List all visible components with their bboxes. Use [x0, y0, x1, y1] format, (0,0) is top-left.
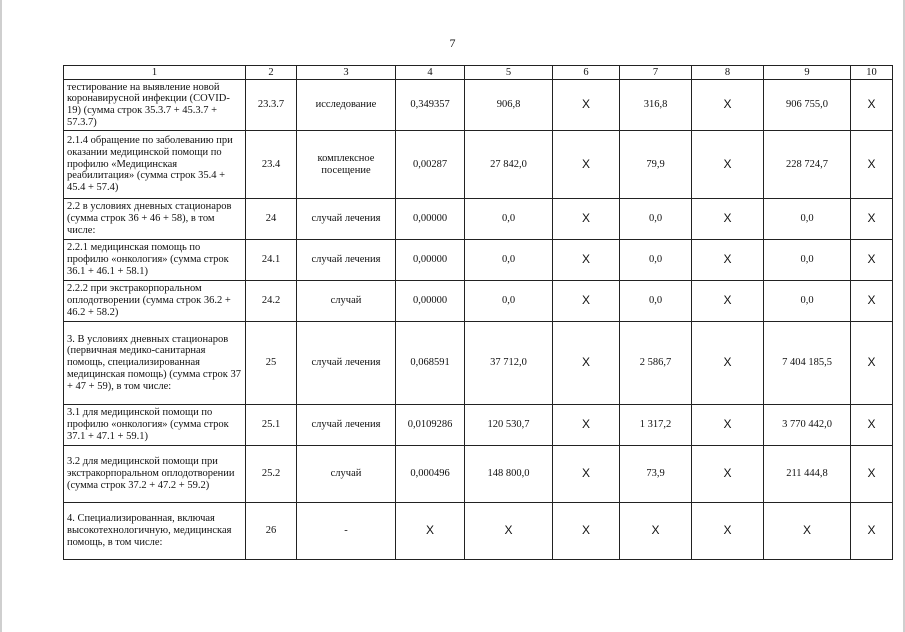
row-code-cell: 23.4	[246, 131, 297, 199]
value-cell: X	[851, 405, 893, 446]
value-cell: 0,00000	[396, 281, 465, 322]
value-cell: 228 724,7	[764, 131, 851, 199]
value-cell: X	[553, 240, 620, 281]
value-cell: 0,349357	[396, 80, 465, 131]
column-header: 1	[64, 66, 246, 80]
unit-cell: случай лечения	[297, 199, 396, 240]
value-cell: 148 800,0	[465, 446, 553, 503]
value-cell: 0,068591	[396, 322, 465, 405]
value-cell: X	[465, 503, 553, 560]
value-cell: X	[851, 446, 893, 503]
value-cell: 0,00000	[396, 240, 465, 281]
value-cell: 0,0	[465, 240, 553, 281]
row-name-cell: тестирование на выявление новой коронавирусной инфекции (COVID-19) (сумма строк 35.3.7 + 45.3.7 + 57.3.7)	[64, 80, 246, 131]
row-name-cell: 3. В условиях дневных стационаров (первичная медико-санитарная помощь, специализированная медицинская помощь) (сумма строк 37 + 47 + 59), в том числе:	[64, 322, 246, 405]
value-cell: 0,00287	[396, 131, 465, 199]
value-cell: 0,0	[465, 281, 553, 322]
value-cell: 906 755,0	[764, 80, 851, 131]
value-cell: X	[396, 503, 465, 560]
unit-cell: случай лечения	[297, 405, 396, 446]
table-row	[64, 281, 893, 322]
value-cell: 2 586,7	[620, 322, 692, 405]
unit-cell: исследование	[297, 80, 396, 131]
value-cell: X	[692, 240, 764, 281]
value-cell: X	[692, 199, 764, 240]
table-row	[64, 322, 893, 405]
page-number: 7	[449, 36, 456, 50]
value-cell: X	[851, 503, 893, 560]
row-name-cell: 4. Специализированная, включая высокотехнологичную, медицинская помощь, в том числе:	[64, 503, 246, 560]
value-cell: X	[692, 503, 764, 560]
unit-cell: случай	[297, 281, 396, 322]
value-cell: 0,00000	[396, 199, 465, 240]
row-name-cell: 3.1 для медицинской помощи по профилю «онкология» (сумма строк 37.1 + 47.1 + 59.1)	[64, 405, 246, 446]
table-row	[64, 446, 893, 503]
page-edge-left	[0, 0, 2, 632]
table-row	[64, 80, 893, 131]
value-cell: X	[851, 131, 893, 199]
column-header: 5	[465, 66, 553, 80]
value-cell: X	[851, 322, 893, 405]
value-cell: X	[692, 405, 764, 446]
table-row	[64, 199, 893, 240]
value-cell: X	[692, 446, 764, 503]
row-code-cell: 23.3.7	[246, 80, 297, 131]
column-header: 6	[553, 66, 620, 80]
value-cell: X	[851, 199, 893, 240]
value-cell: X	[553, 405, 620, 446]
row-code-cell: 24.1	[246, 240, 297, 281]
unit-cell: -	[297, 503, 396, 560]
table-row	[64, 240, 893, 281]
value-cell: 0,0	[764, 281, 851, 322]
column-header: 2	[246, 66, 297, 80]
value-cell: 79,9	[620, 131, 692, 199]
row-code-cell: 25	[246, 322, 297, 405]
value-cell: 120 530,7	[465, 405, 553, 446]
value-cell: X	[553, 503, 620, 560]
value-cell: X	[620, 503, 692, 560]
value-cell: X	[553, 199, 620, 240]
value-cell: 0,0	[465, 199, 553, 240]
value-cell: 7 404 185,5	[764, 322, 851, 405]
row-name-cell: 2.2.1 медицинская помощь по профилю «онкология» (сумма строк 36.1 + 46.1 + 58.1)	[64, 240, 246, 281]
value-cell: X	[553, 446, 620, 503]
value-cell: 0,0	[620, 281, 692, 322]
row-code-cell: 24	[246, 199, 297, 240]
value-cell: X	[692, 80, 764, 131]
value-cell: 73,9	[620, 446, 692, 503]
value-cell: X	[553, 281, 620, 322]
value-cell: 0,0	[620, 240, 692, 281]
row-code-cell: 26	[246, 503, 297, 560]
unit-cell: случай	[297, 446, 396, 503]
row-name-cell: 2.2.2 при экстракорпоральном оплодотворении (сумма строк 36.2 + 46.2 + 58.2)	[64, 281, 246, 322]
unit-cell: случай лечения	[297, 240, 396, 281]
column-header: 7	[620, 66, 692, 80]
row-code-cell: 25.2	[246, 446, 297, 503]
value-cell: X	[851, 281, 893, 322]
row-name-cell: 2.1.4 обращение по заболеванию при оказании медицинской помощи по профилю «Медицинская реабилитация» (сумма строк 35.4 + 45.4 + 57.4)	[64, 131, 246, 199]
column-header: 9	[764, 66, 851, 80]
row-code-cell: 24.2	[246, 281, 297, 322]
value-cell: 37 712,0	[465, 322, 553, 405]
value-cell: X	[692, 322, 764, 405]
table-header-row	[64, 66, 893, 80]
column-header: 8	[692, 66, 764, 80]
row-name-cell: 2.2 в условиях дневных стационаров (сумма строк 36 + 46 + 58), в том числе:	[64, 199, 246, 240]
value-cell: 0,0109286	[396, 405, 465, 446]
value-cell: 0,0	[764, 240, 851, 281]
value-cell: 906,8	[465, 80, 553, 131]
row-code-cell: 25.1	[246, 405, 297, 446]
value-cell: 1 317,2	[620, 405, 692, 446]
value-cell: 316,8	[620, 80, 692, 131]
value-cell: 0,0	[620, 199, 692, 240]
column-header: 4	[396, 66, 465, 80]
value-cell: X	[553, 322, 620, 405]
value-cell: 0,0	[764, 199, 851, 240]
value-cell: 0,000496	[396, 446, 465, 503]
value-cell: X	[851, 240, 893, 281]
value-cell: 211 444,8	[764, 446, 851, 503]
value-cell: 27 842,0	[465, 131, 553, 199]
data-table	[63, 65, 893, 560]
value-cell: X	[553, 131, 620, 199]
value-cell: X	[692, 131, 764, 199]
value-cell: X	[851, 80, 893, 131]
row-name-cell: 3.2 для медицинской помощи при экстракорпоральном оплодотворении (сумма строк 37.2 + 47.2 + 59.2)	[64, 446, 246, 503]
table-row	[64, 131, 893, 199]
value-cell: X	[692, 281, 764, 322]
table-row	[64, 405, 893, 446]
value-cell: X	[553, 80, 620, 131]
column-header: 3	[297, 66, 396, 80]
unit-cell: случай лечения	[297, 322, 396, 405]
column-header: 10	[851, 66, 893, 80]
table-row	[64, 503, 893, 560]
value-cell: 3 770 442,0	[764, 405, 851, 446]
unit-cell: комплексное посещение	[297, 131, 396, 199]
value-cell: X	[764, 503, 851, 560]
